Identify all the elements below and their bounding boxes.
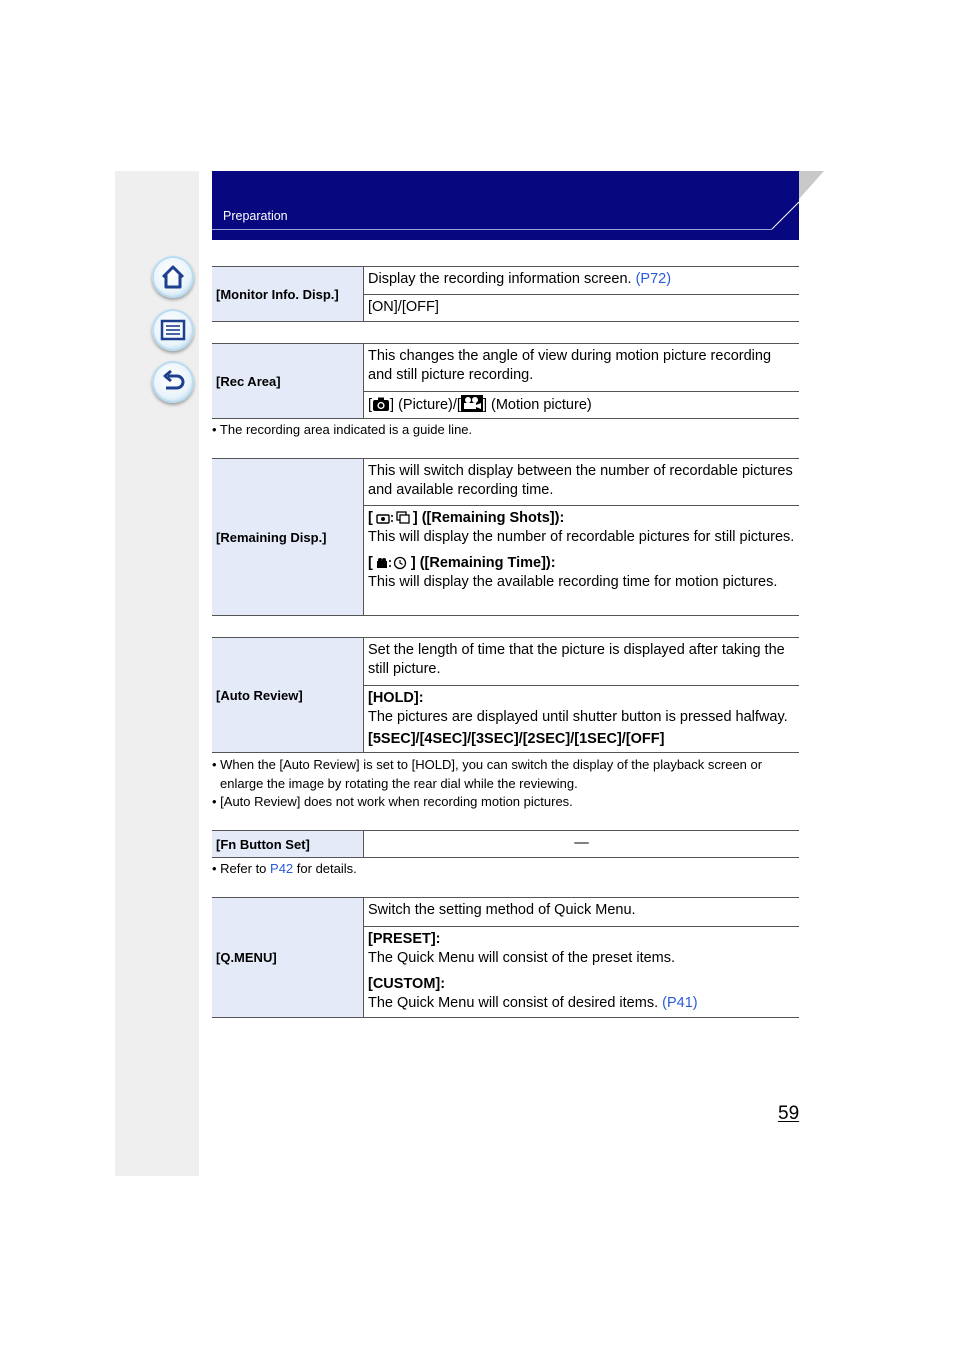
remaining-shots-icon (373, 510, 413, 525)
row-description: Switch the setting method of Quick Menu. (368, 902, 636, 918)
row-label: [Rec Area] (212, 344, 364, 418)
home-icon (158, 262, 188, 292)
row-options: [ ] (Picture)/[ ] (Motion picture) (364, 391, 799, 419)
page-link[interactable]: P42 (270, 861, 294, 876)
row-options: [ON]/[OFF] (364, 294, 799, 322)
row-label: [Fn Button Set] (212, 831, 364, 857)
page-corner-decoration (760, 171, 826, 231)
row-label: [Auto Review] (212, 638, 364, 752)
menu-list-icon (158, 315, 188, 345)
auto-review-notes (212, 756, 802, 812)
monitor-info-disp-row (212, 266, 799, 322)
contents-button[interactable] (152, 309, 194, 351)
row-label: [Monitor Info. Disp.] (212, 267, 364, 321)
remaining-disp-row (212, 458, 799, 616)
row-options: [ ] ([Remaining Shots]): This will display the number of recordable pictures for still pictures. [ ] ([Remaining Time]): This will display the available recording time for motion pictures. (364, 505, 799, 615)
back-icon (158, 367, 188, 397)
page-link[interactable]: (P41) (662, 994, 698, 1011)
remaining-time-icon (373, 555, 411, 570)
note-item: • When the [Auto Review] is set to [HOLD], you can switch the display of the playback screen or enlarge the image by rotating the rear dial while the reviewing. (212, 757, 763, 791)
note-item: • [Auto Review] does not work when recording motion pictures. (212, 794, 573, 809)
row-description: This will switch display between the number of recordable pictures and available recording time. (368, 463, 793, 498)
rec-area-note: • The recording area indicated is a guide line. (212, 422, 473, 437)
rec-area-row (212, 343, 799, 419)
row-value: — (574, 835, 589, 851)
q-menu-row (212, 897, 799, 1018)
back-button[interactable] (152, 361, 194, 403)
row-options: [PRESET]: The Quick Menu will consist of the preset items. [CUSTOM]: The Quick Menu will consist of desired items. (P41) (364, 926, 799, 1017)
movie-camera-icon (461, 395, 483, 412)
auto-review-row (212, 637, 799, 753)
row-label: [Remaining Disp.] (212, 459, 364, 615)
page-number: 59 (778, 1103, 800, 1124)
row-label: [Q.MENU] (212, 898, 364, 1017)
row-options: [HOLD]: The pictures are displayed until shutter button is pressed halfway. [5SEC]/[4SEC]/[3SEC]/[2SEC]/[1SEC]/[OFF] (364, 685, 799, 753)
section-title: Preparation (223, 209, 288, 223)
header-stripe (212, 229, 772, 230)
fn-button-set-row (212, 830, 799, 858)
row-description: Set the length of time that the picture is displayed after taking the still picture. (368, 642, 785, 677)
camera-icon (372, 396, 390, 412)
fn-button-note: • Refer to P42 for details. (212, 861, 357, 876)
page-link[interactable]: (P72) (635, 271, 672, 287)
row-description: This changes the angle of view during motion picture recording and still picture recording. (368, 348, 772, 383)
home-button[interactable] (152, 256, 194, 298)
row-description: Display the recording information screen. (P72) (368, 271, 672, 287)
